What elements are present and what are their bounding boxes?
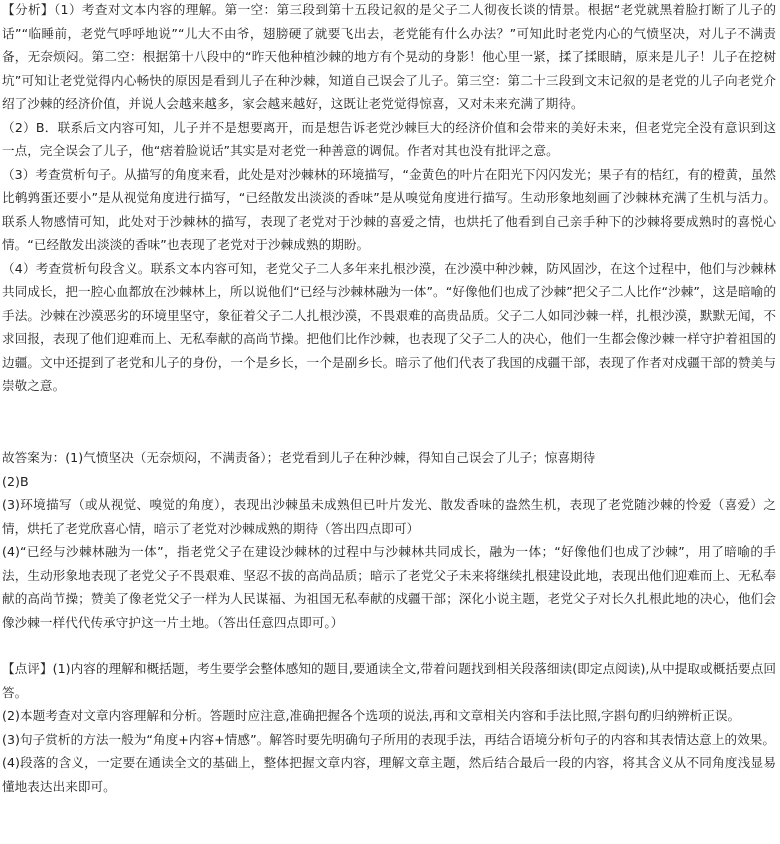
comment-line-3: (3)句子赏析的方法一般为“角度+内容+情感”。解答时要先明确句子所用的表现手法，再结合语境分析句子的内容和其表情达意上的效果。	[2, 731, 776, 747]
answer-section	[2, 446, 776, 634]
analysis-paragraph-1: 【分析】（1）考查对文本内容的理解。第一空：第三段到第十五段记叙的是父子二人彻夜长谈的情景。根据“老党就黑着脸打断了儿子的话”“临睡前，老党气呼呼地说”“儿大不由爷，翅膀硬了就要飞出去，老党能有什么办法？”可知此时老党内心的气愤坚决，对儿子不满责备，无奈烦闷。第二空：根据第十八段中的“昨天他种植沙棘的地方有个晃动的身影！他心里一紧，揉了揉眼睛，原来是儿子！儿子在挖树坑”可知让老党觉得内心畅快的原因是看到儿子在种沙棘，知道自己误会了儿子。第三空：第二十三段到文末记叙的是老党的儿子向老党介绍了沙棘的经济价值，并说人会越来越多，家会越来越好，这既让老党觉得惊喜，又对未来充满了期待。	[2, 2, 776, 111]
answer-line-1: 故答案为：(1)气愤坚决（无奈烦闷，不满责备）；老党看到儿子在种沙棘，得知自己误会了儿子；惊喜期待	[2, 450, 596, 465]
comment-line-4: (4)段落的含义，一定要在通读全文的基础上，整体把握文章内容，理解文章主题，然后结合最后一段的内容，将其含义从不同角度浅显易懂地表达出来即可。	[2, 755, 776, 794]
comment-line-2: (2)本题考查对文章内容理解和分析。答题时应注意,准确把握各个选项的说法,再和文章相关内容和手法比照,字斟句酌归纳辨析正误。	[2, 708, 741, 723]
answer-line-4: (4)“已经与沙棘林融为一体”，指老党父子在建设沙棘林的过程中与沙棘林共同成长，融为一体；“好像他们也成了沙棘”，用了暗喻的手法，生动形象地表现了老党父子不畏艰难、坚忍不拔的高尚品质；暗示了老党父子未来将继续扎根建设此地，表现出他们迎难而上、无私奉献的高尚节操；赞美了像老党父子一样为人民谋福、为祖国无私奉献的戍疆干部；深化小说主题，老党父子对长久扎根此地的决心，他们会像沙棘一样代代传承守护这一片土地。（答出任意四点即可。）	[2, 544, 776, 630]
comment-line-1: 【点评】(1)内容的理解和概括题，考生要学会整体感知的题目,要通读全文,带着问题找到相关段落细读(即定点阅读),从中提取或概括要点回答。	[2, 661, 776, 700]
answer-line-2: (2)B	[2, 473, 29, 489]
analysis-paragraph-3: （3）考查赏析句子。从描写的角度来看，此处是对沙棘林的环境描写，“金黄色的叶片在阳光下闪闪发光；果子有的桔红，有的橙黄，虽然比鹌鹑蛋还要小”是从视觉角度进行描写，“已经散发出淡淡的香味”是从嗅觉角度进行描写。生动形象地刻画了沙棘林充满了生机与活力。联系人物感情可知，此处对于沙棘林的描写，表现了老党对于沙棘的喜爱之情，也烘托了他看到自己亲手种下的沙棘将要成熟时的喜悦心情。“已经散发出淡淡的香味”也表现了老党对于沙棘成熟的期盼。	[2, 166, 776, 252]
analysis-section	[2, 0, 776, 398]
analysis-paragraph-2: （2）B．联系后文内容可知，儿子并不是想要离开，而是想告诉老党沙棘巨大的经济价值和会带来的美好未来，但老党完全没有意识到这一点，完全误会了儿子，他“痞着脸说话”其实是对老党一种善意的调侃。作者对其也没有批评之意。	[2, 119, 776, 158]
answer-line-3: (3)环境描写（或从视觉、嗅觉的角度），表现出沙棘虽未成熟但已叶片发光、散发香味的盎然生机，表现了老党随沙棘的怜爱（喜爱）之情，烘托了老党欣喜心情，暗示了老党对沙棘成熟的期待（答出四点即可）	[2, 497, 776, 536]
comment-section	[2, 657, 776, 798]
analysis-paragraph-4: （4）考查赏析句段含义。联系文本内容可知，老党父子二人多年来扎根沙漠，在沙漠中种沙棘，防风固沙，在这个过程中，他们与沙棘林共同成长，把一腔心血都放在沙棘林上，所以说他们“已经与沙棘林融为一体”。“好像他们也成了沙棘”把父子二人比作“沙棘”，这是暗喻的手法。沙棘在沙漠恶劣的环境里坚守，象征着父子二人扎根沙漠，不畏艰难的高贵品质。父子二人如同沙棘一样，扎根沙漠，默默无闻，不求回报，表现了他们迎难而上、无私奉献的高尚节操。把他们比作沙棘，也表现了父子二人的决心，他们一生都会像沙棘一样守护着祖国的边疆。文中还提到了老党和儿子的身份，一个是乡长，一个是副乡长。暗示了他们代表了我国的戍疆干部，表现了作者对戍疆干部的赞美与崇敬之意。	[2, 260, 776, 393]
